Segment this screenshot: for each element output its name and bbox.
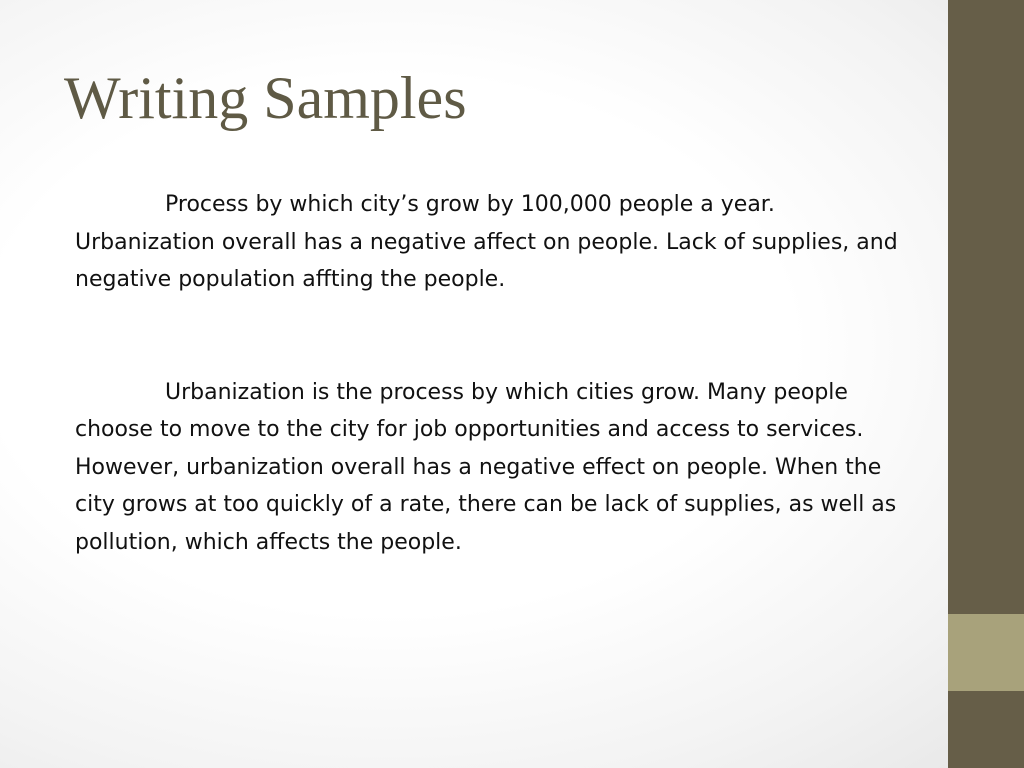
slide-body xyxy=(75,186,905,561)
writing-sample-2: Urbanization is the process by which cities grow. Many people choose to move to the city for job opportunities and access to services. However, urbanization overall has a negative effect on people. When the city grows at too quickly of a rate, there can be lack of supplies, as well as pollution, which affects the people. xyxy=(75,379,897,555)
slide-title: Writing Samples xyxy=(64,65,467,131)
writing-sample-1: Process by which city’s grow by 100,000 people a year. Urbanization overall has a negative affect on people. Lack of supplies, and negative population affting the people. xyxy=(75,192,898,292)
sidebar-accent-block xyxy=(948,614,1024,691)
